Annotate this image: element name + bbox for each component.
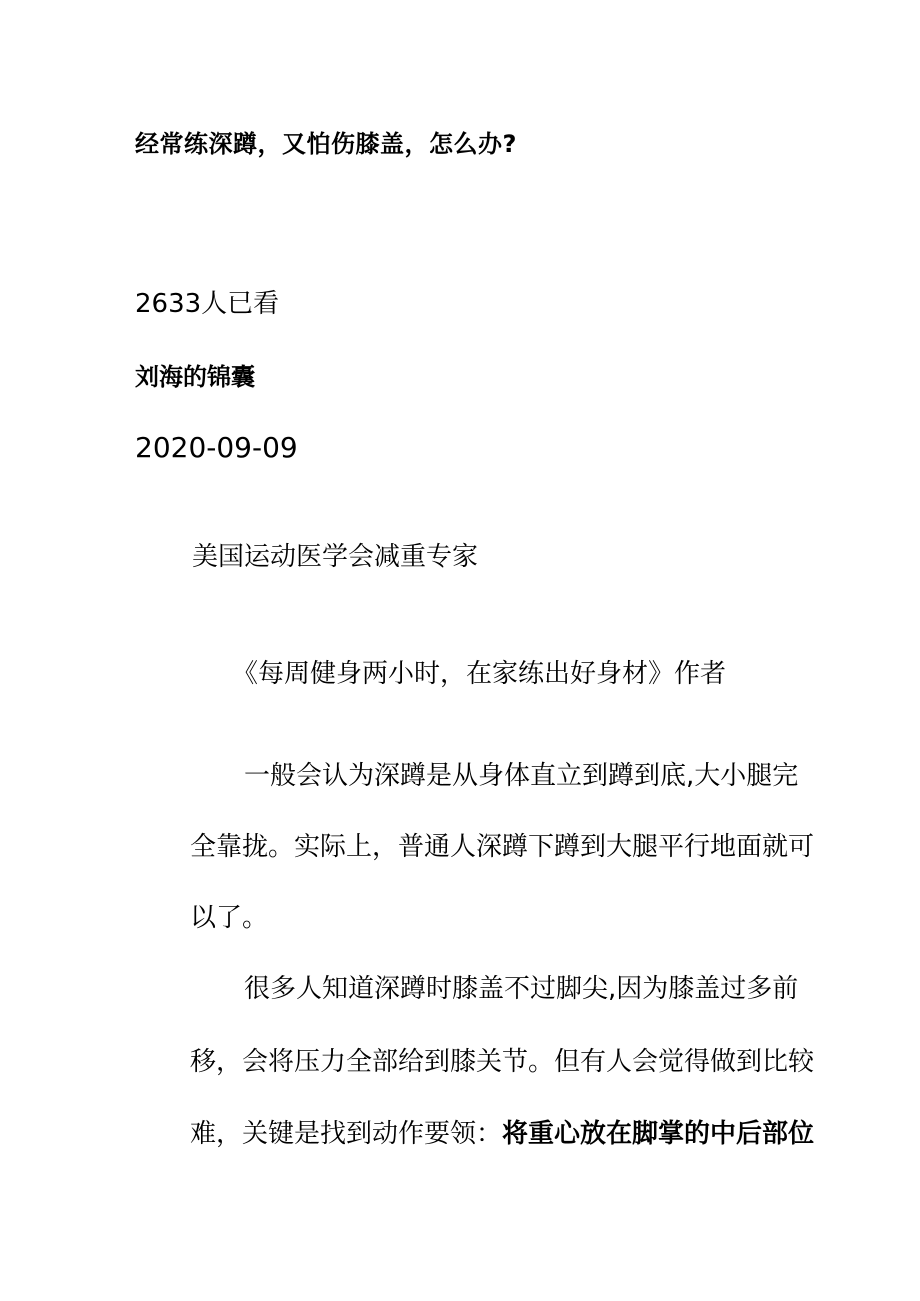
article-title: 经常练深蹲，又怕伤膝盖，怎么办?: [135, 130, 517, 158]
author-name: 刘海的锦囊: [135, 363, 255, 391]
author-credential-2: 《每周健身两小时，在家练出好身材》作者: [232, 659, 727, 689]
paragraph-text: 难，关键是找到动作要领：: [190, 1119, 503, 1149]
publish-date: 2020-09-09: [135, 431, 298, 464]
paragraph-line: 很多人知道深蹲时膝盖不过脚尖,因为膝盖过多前: [244, 974, 799, 1004]
paragraph-line: 以了。: [190, 903, 269, 933]
emphasis-text: 将重心放在脚掌的中后部位: [502, 1119, 815, 1149]
paragraph-line: 一般会认为深蹲是从身体直立到蹲到底,大小腿完: [244, 761, 799, 791]
view-count: 2633人已看: [135, 289, 280, 319]
author-credential-1: 美国运动医学会减重专家: [192, 542, 479, 572]
paragraph-line: 移，会将压力全部给到膝关节。但有人会觉得做到比较: [190, 1047, 815, 1077]
paragraph-line: [190, 1113, 814, 1150]
paragraph-line: 全靠拢。实际上，普通人深蹲下蹲到大腿平行地面就可: [190, 832, 815, 862]
